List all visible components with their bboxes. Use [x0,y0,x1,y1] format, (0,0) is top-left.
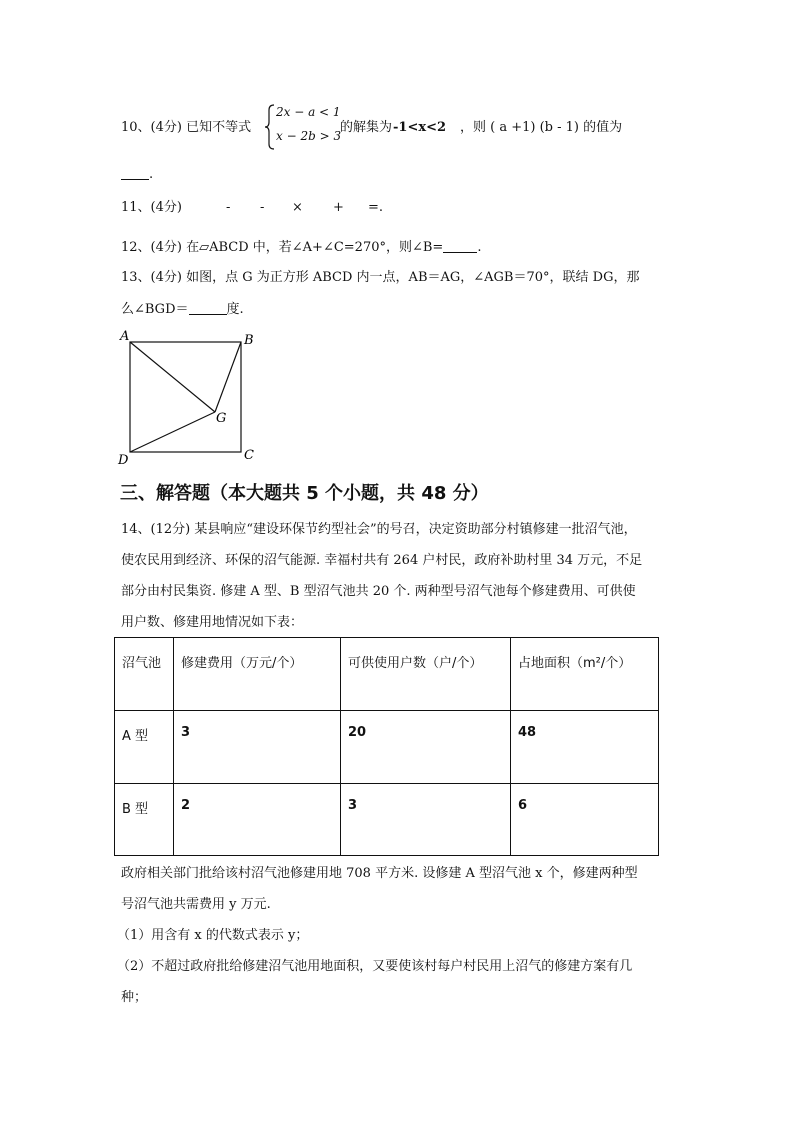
q14-parts [117,920,677,1013]
q14-part-2: （2）不超过政府批给修建沼气池用地面积，又要使该村每户村民用上沼气的修建方案有几 [117,959,633,974]
label-g: G [216,411,227,426]
table-cell: 3 [174,711,341,784]
q14-intro-line: 使农民用到经济、环保的沼气能源. 幸福村共有 264 户村民，政府补助村里 34 万元，不足 [121,553,643,568]
table-header-cell: 可供使用户数（户/个） [341,638,511,711]
table-cell: 20 [341,711,511,784]
q13-line2: 么∠BGD＝ 度. [121,302,244,317]
q10-system-line2: x − 2b > 3 [276,129,342,143]
section-3-title: 三、解答题（本大题共 5 个小题，共 48 分） [120,483,489,504]
q10-suffix-b: ，则 ( a +1) (b - 1) 的值为 [460,120,623,135]
q14-intro-line: 14、(12分) 某县响应“建设环保节约型社会”的号召，决定资助部分村镇修建一批沼气池， [121,522,637,537]
q11-symbol-1: - [226,200,231,215]
label-b: B [244,333,254,348]
table-cell: 3 [341,784,511,856]
table-cell: 2 [174,784,341,856]
q14-intro-line: 用户数、修建用地情况如下表： [121,615,304,630]
q12-answer-blank [443,238,477,253]
q13-answer-blank [189,300,227,315]
table-header-row [115,638,659,711]
q14-after-line: 号沼气池共需费用 y 万元. [121,897,271,912]
table-cell: 48 [511,711,659,784]
segment-ag [130,342,215,412]
q11-symbol-2: - [260,200,265,215]
q14-after-table [121,858,681,920]
q14-table [114,637,659,856]
table-header-cell: 沼气池 [115,638,174,711]
q11-symbol-4: + [333,200,344,215]
table-cell: A 型 [115,711,174,784]
table-header-cell: 修建费用（万元/个） [174,638,341,711]
q10-suffix-a: 的解集为 [340,120,393,135]
q14-intro-line: 部分由村民集资. 修建 A 型、B 型沼气池共 20 个. 两种型号沼气池每个修建费用、可供使 [121,584,636,599]
table-cell: B 型 [115,784,174,856]
q14-intro [121,514,681,638]
q10-system-brace [264,104,276,150]
q10-interval: -1<x<2 [393,120,447,135]
q10-system-line1: 2x − a < 1 [276,105,341,119]
q11-symbol-3: × [292,200,303,215]
table-row [115,784,659,856]
q14-part-2-cont: 种； [121,990,148,1005]
q14-part-1: （1）用含有 x 的代数式表示 y； [117,928,309,943]
q14-after-line: 政府相关部门批给该村沼气池修建用地 708 平方米. 设修建 A 型沼气池 x 个，修建两种型 [121,866,638,881]
table-cell: 6 [511,784,659,856]
label-c: C [244,448,254,463]
table-header-cell: 占地面积（m²/个） [511,638,659,711]
label-d: D [118,453,129,468]
q13-line1: 13、(4分) 如图，点 G 为正方形 ABCD 内一点，AB＝AG，∠AGB＝70°，联结 DG，那 [121,270,640,285]
q12-text: 12、(4分) 在▱ABCD 中，若∠A+∠C=270°，则∠B= . [121,240,482,255]
table-row [115,711,659,784]
q11-prefix: 11、(4分) [121,200,182,215]
q10-answer-blank: . [121,165,153,182]
segment-dg [130,412,215,452]
q11-symbol-5: =. [368,200,384,215]
q10-prefix: 10、(4分) 已知不等式 [121,120,252,135]
q13-square-figure [112,328,272,468]
square-abcd [130,342,241,452]
segment-bg [215,342,241,412]
label-a: A [120,329,130,344]
